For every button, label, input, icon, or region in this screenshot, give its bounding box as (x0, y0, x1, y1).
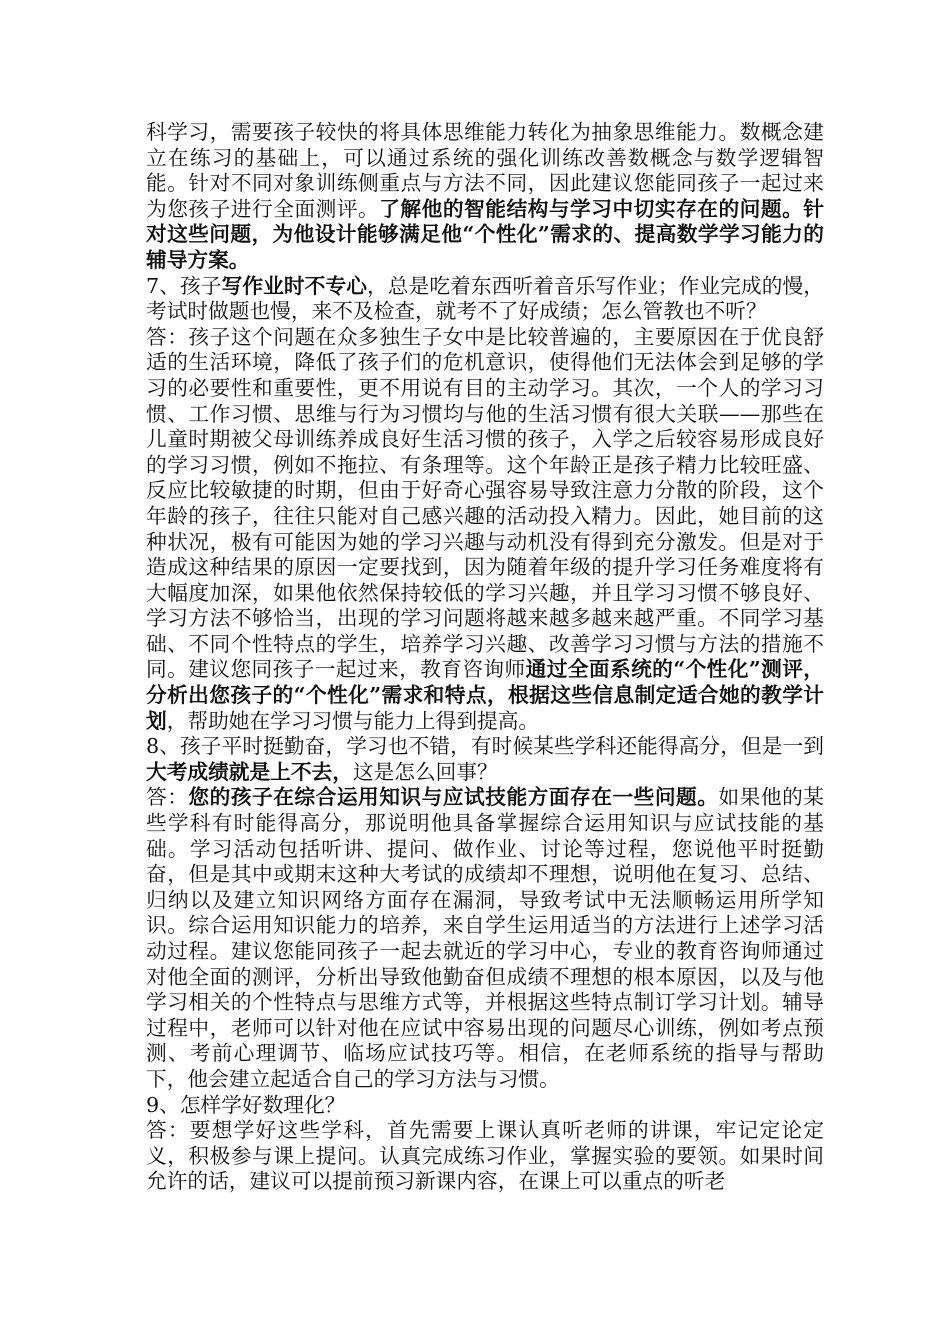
text-run: 8、孩子平时挺勤奋，学习也不错，有时候某些学科还能得高分，但是一到 (146, 734, 824, 759)
answer-7 (146, 325, 824, 735)
text-run: 答：要想学好这些学科，首先需要上课认真听老师的讲课，牢记定论定义，积极参与课上提问。认真完成练习作业，掌握实验的要领。如果时间允许的话，建议可以提前预习新课内容，在课上可以重点的听老 (146, 1118, 824, 1194)
text-run: 7、孩子 (146, 273, 222, 298)
bold-text-run: 了解他的智能结构与学习中切实存在的问题。针对这些问题，为他设计能够满足他“个性化”需求的、提高数学学习能力的辅导方案。 (146, 196, 824, 272)
text-run: ，总是吃着东西听着音乐写作业；作业完成的慢，考试时做题也慢，来不及检查，就考不了好成绩；怎么管教也不听？ (146, 273, 824, 324)
answer-9 (146, 1118, 824, 1195)
bold-text-run: 您的孩子在综合运用知识与应试技能方面存在一些问题。 (188, 785, 719, 810)
text-run: 这是怎么回事？ (352, 759, 498, 784)
text-run: 科学习，需要孩子较快的将具体思维能力转化为抽象思维能力。数概念建立在练习的基础上，可以通过系统的强化训练改善数概念与数学逻辑智能。针对不同对象训练侧重点与方法不同，因此建议您能同孩子一起过来为您孩子进行全面测评。 (146, 120, 824, 221)
text-run: 答： (146, 785, 189, 810)
paragraph-6-tail (146, 120, 824, 274)
document-page (146, 120, 824, 1195)
question-9 (146, 1093, 824, 1119)
text-run: 9、怎样学好数理化？ (146, 1092, 346, 1117)
bold-text-run: 大考成绩就是上不去， (146, 759, 353, 784)
bold-text-run: 写作业时不专心 (221, 273, 368, 298)
question-8 (146, 734, 824, 785)
text-run: 如果他的某些学科有时能得高分，那说明他具备掌握综合运用知识与应试技能的基础。学习活动包括听讲、提问、做作业、讨论等过程，您说他平时挺勤奋，但是其中或期末这种大考试的成绩却不理想，说明他在复习、总结、归纳以及建立知识网络方面存在漏洞，导致考试中无法顺畅运用所学知识。综合运用知识能力的培养，来自学生运用适当的方法进行上述学习活动过程。建议您能同孩子一起去就近的学习中心，专业的教育咨询师通过对他全面的测评，分析出导致他勤奋但成绩不理想的根本原因，以及与他学习相关的个性特点与思维方式等，并根据这些特点制订学习计划。辅导过程中，老师可以针对他在应试中容易出现的问题尽心训练，例如考点预测、考前心理调节、临场应试技巧等。相信，在老师系统的指导与帮助下，他会建立起适合自己的学习方法与习惯。 (146, 785, 824, 1091)
answer-8 (146, 785, 824, 1092)
text-run: 答：孩子这个问题在众多独生子女中是比较普遍的，主要原因在于优良舒适的生活环境，降低了孩子们的危机意识，使得他们无法体会到足够的学习的必要性和重要性，更不用说有目的主动学习。其次，一个人的学习习惯、工作习惯、思维与行为习惯均与他的生活习惯有很大关联——那些在儿童时期被父母训练养成良好生活习惯的孩子，入学之后较容易形成良好的学习习惯，例如不拖拉、有条理等。这个年龄正是孩子精力比较旺盛、反应比较敏捷的时期，但由于好奇心强容易导致注意力分散的阶段，这个年龄的孩子，往往只能对自己感兴趣的活动投入精力。因此，她目前的这种状况，极有可能因为她的学习兴趣与动机没有得到充分激发。但是对于造成这种结果的原因一定要找到，因为随着年级的提升学习任务难度将有大幅度加深，如果他依然保持较低的学习兴趣，并且学习习惯不够良好、学习方法不够恰当，出现的学习问题将越来越多越来越严重。不同学习基础、不同个性特点的学生，培养学习兴趣、改善学习习惯与方法的措施不同。建议您同孩子一起过来，教育咨询师 (146, 324, 824, 682)
bold-text-run: 通过全面系统的“个性化”测评，分析出您孩子的“个性化”需求和特点，根据这些信息制定适合她的教学计划 (146, 657, 824, 733)
question-7 (146, 274, 824, 325)
text-run: ，帮助她在学习习惯与能力上得到提高。 (166, 708, 540, 733)
